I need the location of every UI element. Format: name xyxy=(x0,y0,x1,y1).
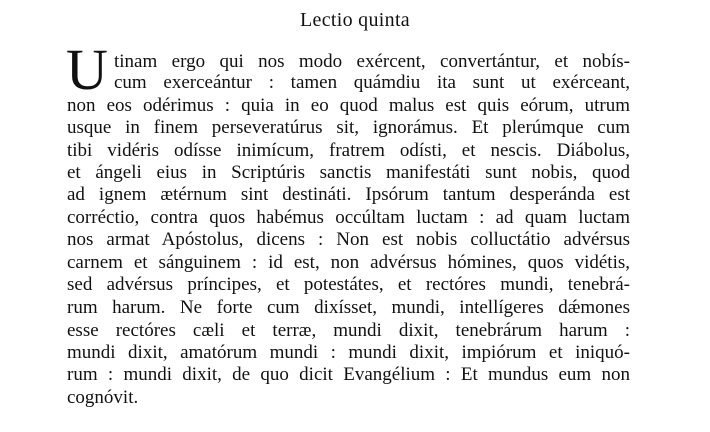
text-line-11: sed advérsus príncipes, et potestátes, et rectóres mundi, tenebrá- xyxy=(67,274,630,295)
text-line-2: cum exerceántur : tamen quámdiu ita sunt ut exérceant, xyxy=(114,72,630,93)
text-line-6: et ángeli eius in Scriptúris sanctis manifestáti sunt nobis, quod xyxy=(67,162,630,183)
text-line-15: rum : mundi dixit, de quo dicit Evangélium : Et mundus eum non xyxy=(67,364,630,385)
text-line-1: tinam ergo qui nos modo exércent, convertántur, et nobís- xyxy=(114,51,630,72)
text-line-12: rum harum. Ne forte cum dixísset, mundi, intellígeres dǽmones xyxy=(67,297,630,318)
text-line-9: nos armat Apóstolus, dicens : Non est nobis colluctátio advérsus xyxy=(67,229,630,250)
text-line-10: carnem et sánguinem : id est, non advérsus hómines, quos vidétis, xyxy=(67,252,630,273)
text-line-8: corréctio, contra quos habémus occúltam luctam : ad quam luctam xyxy=(67,207,630,228)
text-line-13: esse rectóres cæli et terræ, mundi dixit, tenebrárum harum : xyxy=(67,320,630,341)
text-line-3: non eos odérimus : quia in eo quod malus est quis eórum, utrum xyxy=(67,95,630,116)
text-line-16: cognóvit. xyxy=(67,387,139,408)
drop-cap: U xyxy=(66,37,108,102)
text-line-5: tibi vidéris odísse inimícum, fratrem odísti, et nescis. Diábolus, xyxy=(67,140,630,161)
reading-title: Lectio quinta xyxy=(300,9,410,31)
text-line-7: ad ignem ætérnum sint destináti. Ipsórum tantum desperánda est xyxy=(67,184,630,205)
text-line-4: usque in finem perseveratúrus sit, ignorámus. Et plerúmque cum xyxy=(67,117,630,138)
text-line-14: mundi dixit, amatórum mundi : mundi dixit, impiórum et iniquó- xyxy=(67,342,630,363)
